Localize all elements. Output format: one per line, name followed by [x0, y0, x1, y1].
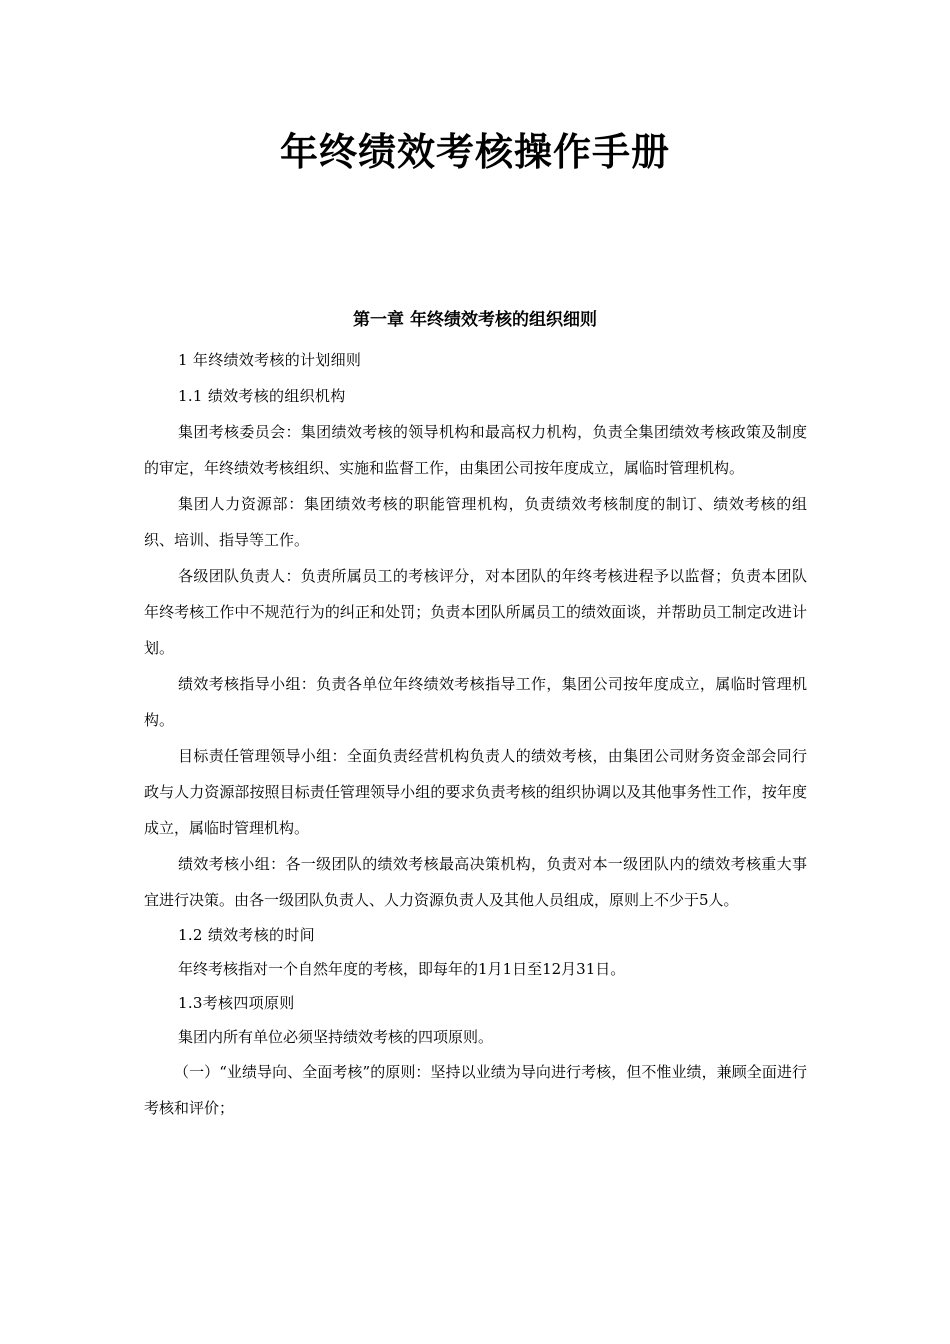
section-heading-1: 1 年终绩效考核的计划细则 — [178, 351, 362, 369]
paragraph-assessment-group: 绩效考核小组：各一级团队的绩效考核最高决策机构，负责对本一级团队内的绩效考核重大事宜进行决策。由各一级团队负责人、人力资源负责人及其他人员组成，原则上不少于5人。 — [144, 855, 807, 909]
paragraph-committee: 集团考核委员会：集团绩效考核的领导机构和最高权力机构，负责全集团绩效考核政策及制度的审定，年终绩效考核组织、实施和监督工作，由集团公司按年度成立，属临时管理机构。 — [144, 423, 807, 477]
section-heading-1-3: 1.3考核四项原则 — [178, 994, 295, 1012]
paragraph-hr-department: 集团人力资源部：集团绩效考核的职能管理机构，负责绩效考核制度的制订、绩效考核的组织、培训、指导等工作。 — [144, 495, 807, 549]
paragraph-guidance-group: 绩效考核指导小组：负责各单位年终绩效考核指导工作，集团公司按年度成立，属临时管理机构。 — [144, 675, 807, 729]
paragraph-team-leaders: 各级团队负责人：负责所属员工的考核评分，对本团队的年终考核进程予以监督；负责本团队年终考核工作中不规范行为的纠正和处罚；负责本团队所属员工的绩效面谈，并帮助员工制定改进计划。 — [144, 567, 807, 657]
paragraph-target-group: 目标责任管理领导小组：全面负责经营机构负责人的绩效考核，由集团公司财务资金部会同行政与人力资源部按照目标责任管理领导小组的要求负责考核的组织协调以及其他事务性工作，按年度成立，属临时管理机构。 — [144, 747, 807, 837]
paragraph-principle-one: （一）“业绩导向、全面考核”的原则：坚持以业绩为导向进行考核，但不惟业绩，兼顾全面进行考核和评价； — [144, 1063, 807, 1117]
paragraph-four-principles: 集团内所有单位必须坚持绩效考核的四项原则。 — [178, 1028, 494, 1046]
section-heading-1-1: 1.1 绩效考核的组织机构 — [178, 387, 346, 405]
paragraph-assessment-period: 年终考核指对一个自然年度的考核，即每年的1月1日至12月31日。 — [178, 960, 626, 978]
chapter-title: 第一章 年终绩效考核的组织细则 — [353, 310, 597, 330]
section-heading-1-2: 1.2 绩效考核的时间 — [178, 926, 315, 944]
document-title: 年终绩效考核操作手册 — [279, 130, 670, 174]
document-body — [144, 342, 807, 1126]
